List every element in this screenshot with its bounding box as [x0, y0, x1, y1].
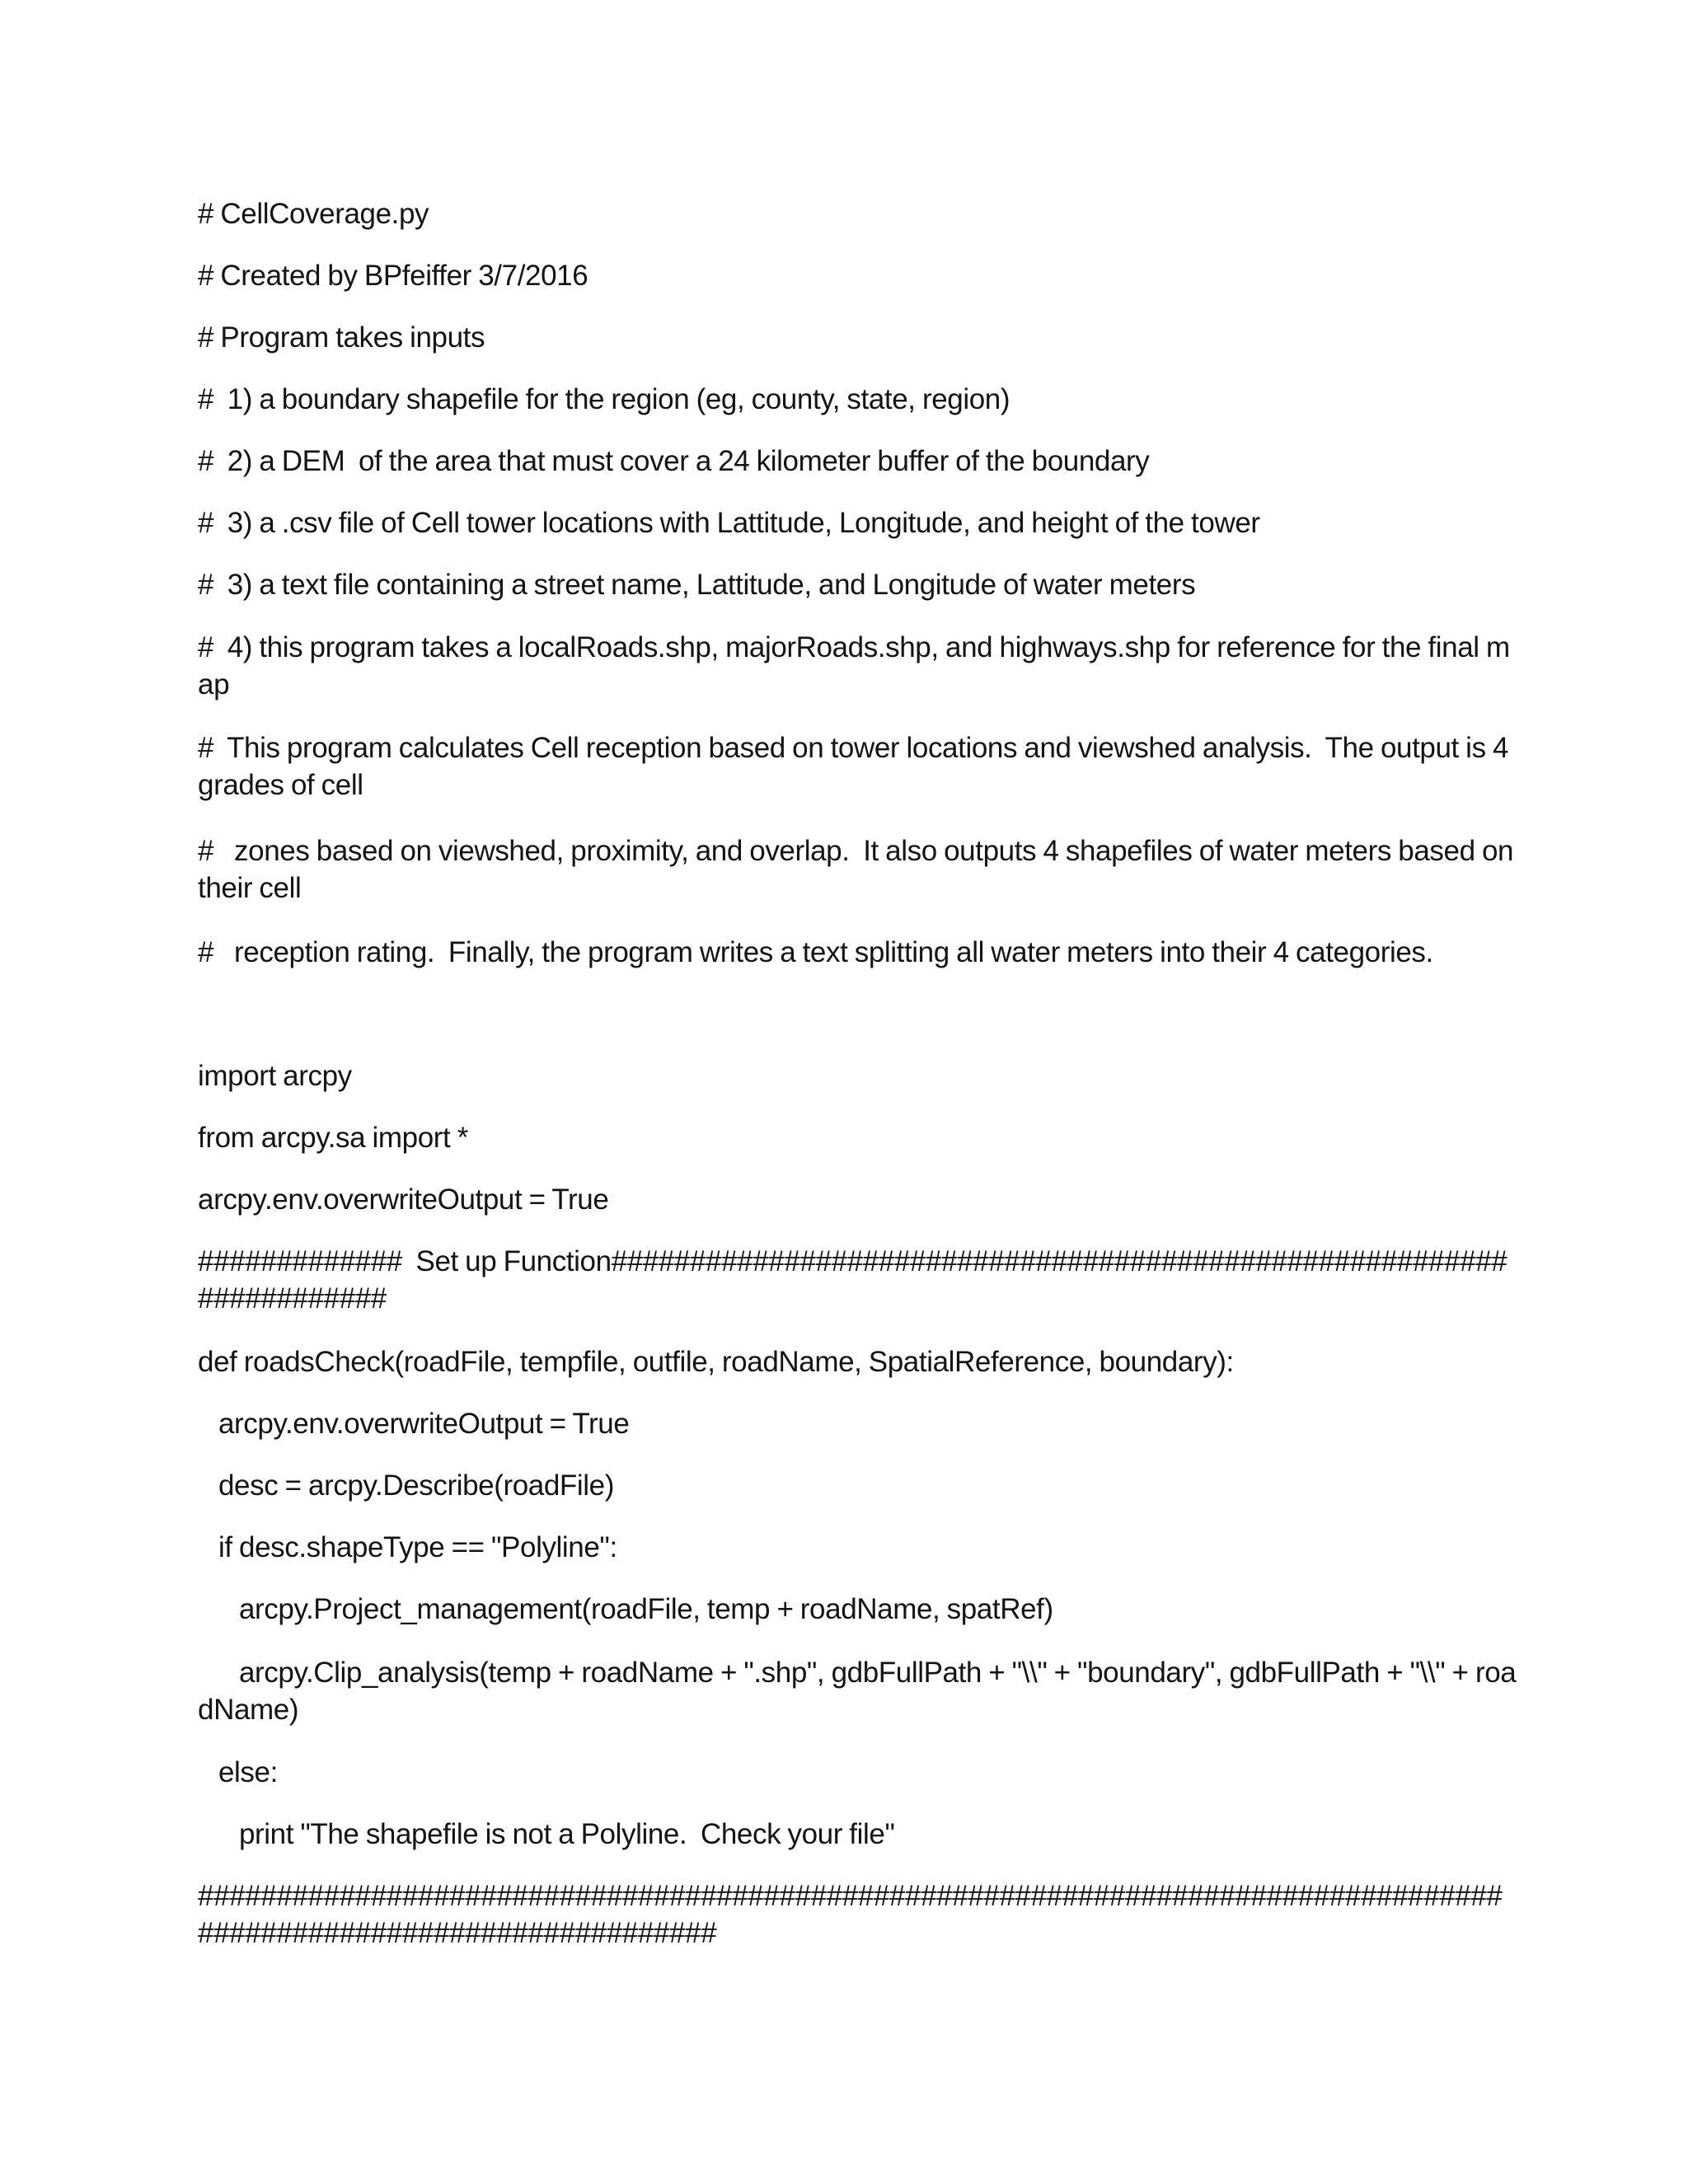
comment-line: # Created by BPfeiffer 3/7/2016	[198, 260, 588, 292]
code-line: arcpy.Clip_analysis(temp + roadName + ".shp", gdbFullPath + "\\" + "boundary", gdbFullPath + "\\" + roadName)	[198, 1657, 1517, 1726]
comment-line: # 2) a DEM of the area that must cover a 24 kilometer buffer of the boundary	[198, 445, 1150, 477]
comment-line: # 1) a boundary shapefile for the region (eg, county, state, region)	[198, 383, 1010, 415]
comment-line: # reception rating. Finally, the program writes a text splitting all water meters into their 4 categories.	[198, 936, 1433, 968]
code-line: from arcpy.sa import *	[198, 1122, 468, 1154]
comment-line: # zones based on viewshed, proximity, and overlap. It also outputs 4 shapefiles of water meters based on their cell	[198, 835, 1521, 904]
code-line: arcpy.env.overwriteOutput = True	[198, 1408, 630, 1440]
comment-line: # 3) a text file containing a street name, Lattitude, and Longitude of water meters	[198, 569, 1196, 601]
comment-line: # 3) a .csv file of Cell tower locations with Lattitude, Longitude, and height of the tower	[198, 507, 1260, 539]
code-line: ############# Set up Function#####################################################################	[198, 1245, 1507, 1315]
comment-line: # CellCoverage.py	[198, 198, 429, 230]
code-line: if desc.shapeType == "Polyline":	[198, 1531, 617, 1563]
code-line: else:	[198, 1756, 278, 1788]
code-line: def roadsCheck(roadFile, tempfile, outfile, roadName, SpatialReference, boundary):	[198, 1346, 1234, 1378]
comment-line: # This program calculates Cell reception based on tower locations and viewshed analysis. The output is 4 grades of cell	[198, 732, 1516, 801]
code-line: arcpy.Project_management(roadFile, temp + roadName, spatRef)	[198, 1593, 1053, 1625]
comment-line: # Program takes inputs	[198, 321, 485, 354]
code-line: desc = arcpy.Describe(roadFile)	[198, 1469, 614, 1502]
code-line: print "The shapefile is not a Polyline. Check your file"	[198, 1818, 895, 1850]
code-line: import arcpy	[198, 1060, 352, 1092]
code-line: arcpy.env.overwriteOutput = True	[198, 1183, 609, 1216]
comment-line: # 4) this program takes a localRoads.shp, majorRoads.shp, and highways.shp for reference for the final map	[198, 631, 1510, 701]
code-line: ####################################################################################################################	[198, 1880, 1503, 1949]
